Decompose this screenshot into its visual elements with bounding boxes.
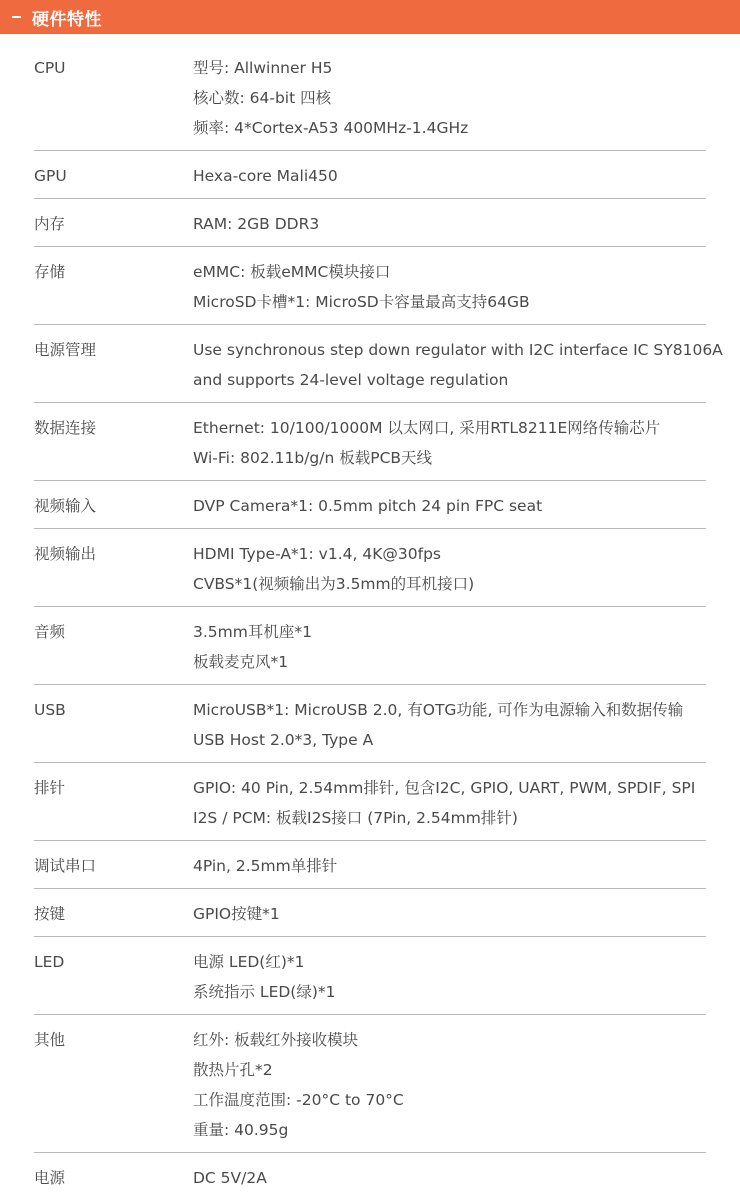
spec-value: 红外: 板载红外接收模块 bbox=[193, 1031, 359, 1049]
spec-row-usb bbox=[34, 695, 706, 763]
spec-row-power bbox=[34, 1163, 706, 1200]
spec-label: 排针 bbox=[34, 779, 66, 797]
spec-value: 频率: 4*Cortex-A53 400MHz-1.4GHz bbox=[193, 119, 469, 137]
spec-value: 核心数: 64-bit 四核 bbox=[193, 89, 332, 107]
spec-value: GPIO: 40 Pin, 2.54mm排针, 包含I2C, GPIO, UART, PWM, SPDIF, SPI bbox=[193, 779, 696, 797]
spec-row-power-management bbox=[34, 335, 723, 403]
spec-values bbox=[193, 209, 706, 239]
spec-value: Wi-Fi: 802.11b/g/n 板载PCB天线 bbox=[193, 449, 433, 467]
spec-value: DC 5V/2A bbox=[193, 1169, 267, 1187]
spec-label: CPU bbox=[34, 59, 66, 77]
spec-label: 电源 bbox=[34, 1169, 66, 1187]
spec-row-audio bbox=[34, 617, 706, 685]
spec-table bbox=[34, 34, 723, 1200]
spec-value: 工作温度范围: -20°C to 70°C bbox=[193, 1091, 404, 1109]
section-header bbox=[0, 0, 740, 34]
spec-values bbox=[193, 1163, 706, 1193]
spec-values bbox=[193, 491, 706, 521]
spec-row-led bbox=[34, 947, 706, 1015]
spec-values bbox=[193, 773, 706, 833]
spec-values bbox=[193, 53, 706, 143]
spec-label: 存储 bbox=[34, 263, 66, 281]
spec-values bbox=[193, 851, 706, 881]
spec-value: eMMC: 板载eMMC模块接口 bbox=[193, 263, 391, 281]
spec-label: 调试串口 bbox=[34, 857, 97, 875]
spec-label: LED bbox=[34, 953, 65, 971]
spec-value: GPIO按键*1 bbox=[193, 905, 280, 923]
spec-value: 型号: Allwinner H5 bbox=[193, 59, 333, 77]
spec-label: 音频 bbox=[34, 623, 66, 641]
spec-value: and supports 24-level voltage regulation bbox=[193, 371, 509, 389]
spec-value: I2S / PCM: 板载I2S接口 (7Pin, 2.54mm排针) bbox=[193, 809, 518, 827]
spec-label: 内存 bbox=[34, 215, 66, 233]
spec-values bbox=[193, 539, 706, 599]
spec-row-video-input bbox=[34, 491, 706, 529]
spec-value: 3.5mm耳机座*1 bbox=[193, 623, 312, 641]
collapse-dash-icon[interactable] bbox=[12, 16, 21, 18]
spec-values bbox=[193, 695, 706, 755]
spec-value: USB Host 2.0*3, Type A bbox=[193, 731, 374, 749]
spec-value: CVBS*1(视频输出为3.5mm的耳机接口) bbox=[193, 575, 475, 593]
spec-value: MicroUSB*1: MicroUSB 2.0, 有OTG功能, 可作为电源输入和数据传输 bbox=[193, 701, 684, 719]
spec-value: DVP Camera*1: 0.5mm pitch 24 pin FPC seat bbox=[193, 497, 543, 515]
spec-label: 按键 bbox=[34, 905, 66, 923]
spec-label: 视频输出 bbox=[34, 545, 97, 563]
spec-row-debug-serial bbox=[34, 851, 706, 889]
spec-row-storage bbox=[34, 257, 706, 325]
spec-values bbox=[193, 161, 706, 191]
spec-row-cpu bbox=[34, 53, 706, 151]
spec-label: 视频输入 bbox=[34, 497, 97, 515]
spec-value: MicroSD卡槽*1: MicroSD卡容量最高支持64GB bbox=[193, 293, 530, 311]
spec-row-pin-header bbox=[34, 773, 706, 841]
spec-row-memory bbox=[34, 209, 706, 247]
spec-values bbox=[193, 335, 723, 395]
spec-value: 电源 LED(红)*1 bbox=[193, 953, 305, 971]
spec-row-data-connection bbox=[34, 413, 706, 481]
spec-label: GPU bbox=[34, 167, 67, 185]
spec-values bbox=[193, 413, 706, 473]
spec-label: USB bbox=[34, 701, 66, 719]
spec-value: Use synchronous step down regulator with I2C interface IC SY8106A bbox=[193, 341, 723, 359]
section-title: 硬件特性 bbox=[32, 9, 102, 30]
spec-values bbox=[193, 257, 706, 317]
spec-row-gpu bbox=[34, 161, 706, 199]
spec-values bbox=[193, 1025, 706, 1145]
spec-value: 系统指示 LED(绿)*1 bbox=[193, 983, 336, 1001]
spec-value: 4Pin, 2.5mm单排针 bbox=[193, 857, 338, 875]
spec-value: 重量: 40.95g bbox=[193, 1121, 289, 1139]
spec-row-video-output bbox=[34, 539, 706, 607]
spec-label: 其他 bbox=[34, 1031, 66, 1049]
spec-label: 电源管理 bbox=[34, 341, 97, 359]
spec-value: 散热片孔*2 bbox=[193, 1061, 273, 1079]
spec-values bbox=[193, 947, 706, 1007]
spec-value: Ethernet: 10/100/1000M 以太网口, 采用RTL8211E网络传输芯片 bbox=[193, 419, 661, 437]
spec-row-other bbox=[34, 1025, 706, 1153]
spec-label: 数据连接 bbox=[34, 419, 97, 437]
spec-values bbox=[193, 899, 706, 929]
spec-row-buttons bbox=[34, 899, 706, 937]
spec-value: HDMI Type-A*1: v1.4, 4K@30fps bbox=[193, 545, 441, 563]
spec-values bbox=[193, 617, 706, 677]
spec-value: Hexa-core Mali450 bbox=[193, 167, 338, 185]
spec-value: RAM: 2GB DDR3 bbox=[193, 215, 320, 233]
spec-value: 板载麦克风*1 bbox=[193, 653, 289, 671]
